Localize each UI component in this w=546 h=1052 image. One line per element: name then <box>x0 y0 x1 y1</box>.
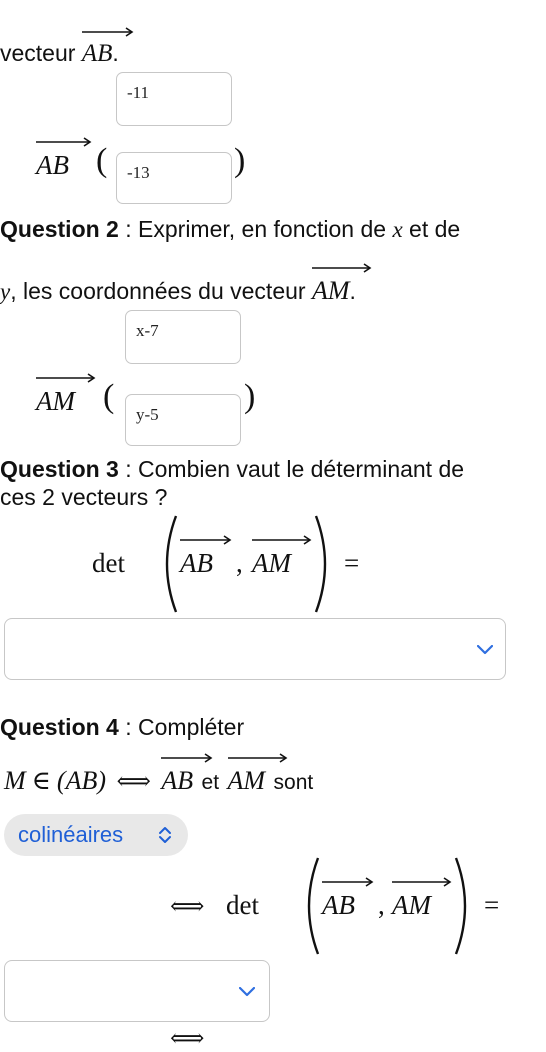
det-label-2: det <box>226 890 259 920</box>
iff-symbol-3: ⟺ <box>170 1024 205 1052</box>
question3-heading: Question 3 <box>0 456 119 482</box>
intro-prefix: vecteur <box>0 40 76 66</box>
question4-answer-select[interactable] <box>4 960 270 1022</box>
vector-arrow-icon <box>312 263 350 273</box>
line-ab: (AB) <box>56 766 107 795</box>
question3-answer-select[interactable] <box>4 618 506 680</box>
am-label <box>36 386 75 417</box>
ab-label <box>36 150 69 181</box>
det-equals: = <box>344 548 360 578</box>
det-label: det <box>92 548 125 578</box>
am-y-input[interactable]: y-5 <box>125 394 241 446</box>
question4-heading-line: Question 4 : Compléter <box>0 714 245 740</box>
det2-vector-am: AM <box>392 890 431 921</box>
vector-arrow-icon <box>252 535 291 545</box>
big-close-paren-2 <box>454 856 476 956</box>
am-close-paren: ) <box>244 378 256 415</box>
det2-comma: , <box>378 890 385 920</box>
vector-am: AM <box>312 276 350 306</box>
ab-close-paren: ) <box>234 142 246 179</box>
question2-line1: Question 2 : Exprimer, en fonction de x et de <box>0 216 461 242</box>
iff-symbol: ⟺ <box>116 767 151 795</box>
chevron-down-icon <box>477 645 493 655</box>
big-open-paren-2 <box>298 856 320 956</box>
vector-arrow-icon <box>36 137 69 147</box>
vector-am-label: AM <box>36 386 75 417</box>
big-open-paren <box>156 514 178 614</box>
det-expression-2 <box>170 856 530 956</box>
vector-arrow-icon <box>228 753 266 763</box>
question2-line2: y, les coordonnées du vecteur AM. <box>0 276 356 306</box>
vector-arrow-icon <box>180 535 213 545</box>
vector-arrow-icon <box>392 877 431 887</box>
vector-arrow-icon <box>322 877 355 887</box>
vector-ab: AB <box>82 40 113 68</box>
ab-y-input[interactable]: -13 <box>116 152 232 204</box>
question4-heading: Question 4 <box>0 714 119 740</box>
point-m: M <box>4 766 26 795</box>
det-vector-am: AM <box>252 548 291 579</box>
det2-equals: = <box>484 890 500 920</box>
vector-arrow-icon <box>36 373 75 383</box>
vector-arrow-icon <box>161 753 193 763</box>
collinear-select[interactable] <box>4 814 188 856</box>
question2-heading: Question 2 <box>0 216 119 242</box>
var-y: y <box>0 279 11 304</box>
question3-line1: Question 3 : Combien vaut le déterminant de <box>0 456 465 482</box>
det-expression-1 <box>92 514 392 614</box>
det-vector-ab: AB <box>180 548 213 579</box>
big-close-paren <box>314 514 336 614</box>
up-down-chevron-icon <box>158 825 172 845</box>
am-x-input[interactable]: x-7 <box>125 310 241 364</box>
q4-vector-am: AM <box>228 766 266 796</box>
collinear-select-value: colinéaires <box>18 822 124 847</box>
intro-suffix: . <box>112 40 119 66</box>
q4-vector-ab: AB <box>161 766 193 796</box>
intro-line <box>0 40 119 68</box>
in-symbol: ∈ <box>31 766 51 795</box>
ab-x-input[interactable]: -11 <box>116 72 232 126</box>
sont-word: sont <box>273 771 314 794</box>
vector-arrow-icon <box>82 27 113 37</box>
question4-equivalence-line <box>4 766 313 796</box>
chevron-down-icon <box>239 987 255 997</box>
iff-symbol-2: ⟺ <box>170 892 205 920</box>
et-word: et <box>201 771 220 794</box>
det-comma: , <box>236 548 243 578</box>
question3-line2: ces 2 vecteurs ? <box>0 484 168 510</box>
det2-vector-ab: AB <box>322 890 355 921</box>
ab-open-paren: ( <box>96 142 108 179</box>
var-x: x <box>392 217 403 242</box>
am-open-paren: ( <box>103 378 115 415</box>
vector-ab-label: AB <box>36 150 69 181</box>
